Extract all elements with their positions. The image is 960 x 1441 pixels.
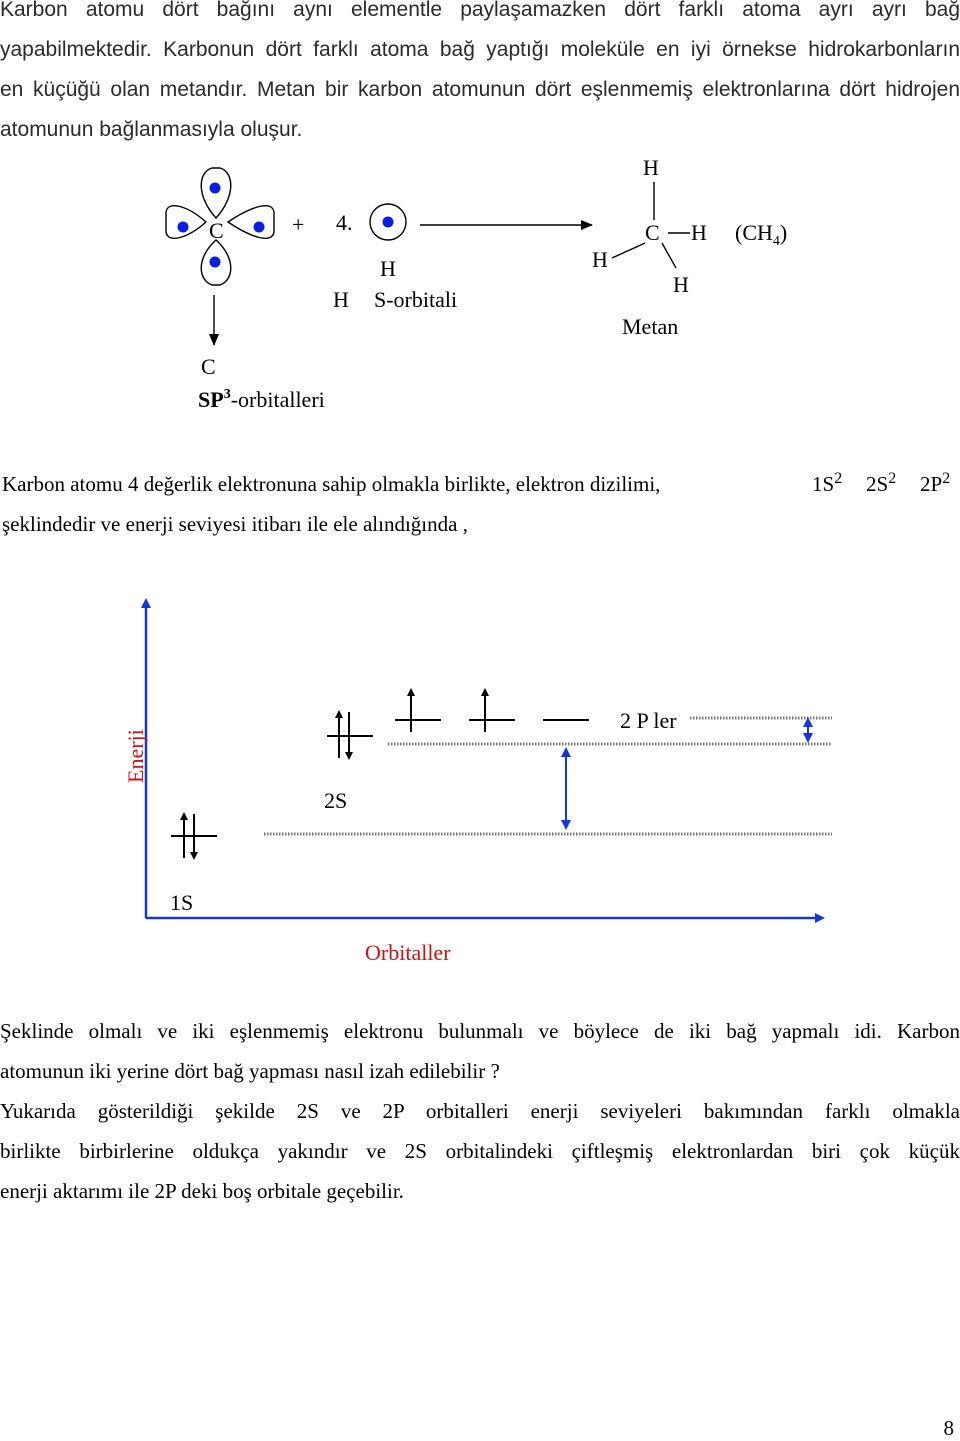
formula-open: (CH: [735, 220, 773, 245]
config-2p: [920, 464, 950, 504]
question-line-2: atomunun iki yerine dört bağ yapması nasıl izah edilebilir ?: [0, 1059, 500, 1083]
intro-paragraph: [0, 0, 960, 150]
sp3-sup: 3: [223, 387, 231, 402]
methane-h-right: H: [691, 220, 707, 245]
hydrogen-coefficient: 4.: [336, 210, 353, 235]
hydrogen-label: H: [333, 287, 349, 312]
orbital-axis-label: Orbitaller: [365, 940, 451, 965]
question-line-3: Yukarıda gösterildiği şekilde 2S ve 2P orbitalleri enerji seviyeleri bakımından farklı olmakla: [0, 1099, 960, 1123]
config-1s: [812, 464, 842, 504]
methane-h-top: H: [643, 155, 659, 180]
page-number: 8: [943, 1416, 954, 1440]
plus-sign: +: [292, 212, 305, 237]
orbitals-2p: [395, 692, 677, 733]
methane-h-left: H: [592, 247, 608, 272]
methane-formula: [735, 220, 787, 249]
methane-c: C: [645, 220, 660, 245]
config-2p-base: 2P: [920, 472, 943, 496]
intro-line-4: atomunun bağlanmasıyla oluşur.: [0, 118, 303, 141]
sp3-rest: -orbitalleri: [230, 387, 325, 412]
config-2s: [866, 464, 896, 504]
formula-close: ): [779, 220, 788, 245]
question-line-4: birlikte birbirlerine oldukça yakındır ve 2S orbitalindeki çiftleşmiş elektronlardan biri çok küçük: [0, 1139, 960, 1163]
methane-molecule: [592, 155, 787, 339]
question-line-1: Şeklinde olmalı ve iki eşlenmemiş elektronu bulunmalı ve böylece de iki bağ yapmalı idi. Karbon: [0, 1019, 960, 1043]
config-2p-exp: 2: [942, 470, 951, 487]
label-2s: 2S: [324, 788, 348, 813]
config-line-2: şeklindedir ve enerji seviyesi itibarı ile ele alındığında ,: [2, 512, 468, 536]
carbon-symbol-below: C: [201, 354, 216, 379]
intro-line-1: Karbon atomu dört bağını aynı elementle paylaşamazken dört farklı atoma ayrı ayrı bağ: [0, 0, 960, 21]
sp3-label: [198, 387, 325, 412]
label-1s: 1S: [170, 890, 194, 915]
config-1s-exp: 2: [834, 470, 843, 487]
question-paragraph: [0, 1011, 960, 1211]
config-2s-exp: 2: [888, 470, 897, 487]
config-line-1: Karbon atomu 4 değerlik elektronuna sahip olmakla birlikte, elektron dizilimi,: [2, 472, 661, 496]
intro-line-3: en küçüğü olan metandır. Metan bir karbon atomunun dört eşlenmemiş elektronlarına dört hidrojen: [0, 78, 960, 101]
s-orbital-label: S-orbitali: [374, 287, 458, 312]
energy-axis-label: Enerji: [123, 729, 148, 783]
intro-line-2: yapabilmektedir. Karbonun dört farklı atoma bağ yaptığı moleküle en iyi örnekse hidrokarbonların: [0, 38, 960, 61]
config-2s-base: 2S: [866, 472, 889, 496]
methane-h-bottom: H: [673, 272, 689, 297]
methane-name: Metan: [622, 314, 679, 339]
label-2p: 2 P ler: [620, 708, 677, 733]
orbital-1s: [170, 814, 217, 915]
orbital-2s: [324, 712, 373, 813]
energy-level-diagram: [0, 590, 960, 980]
formula-sub: 4: [772, 234, 780, 249]
carbon-symbol: C: [209, 218, 224, 243]
question-line-5: enerji aktarımı ile 2P deki boş orbitale geçebilir.: [0, 1179, 404, 1203]
sp3-main: SP: [198, 387, 224, 412]
methane-formation-diagram: [0, 140, 960, 430]
config-1s-base: 1S: [812, 472, 835, 496]
s-orbital-hydrogen: H: [380, 256, 396, 281]
